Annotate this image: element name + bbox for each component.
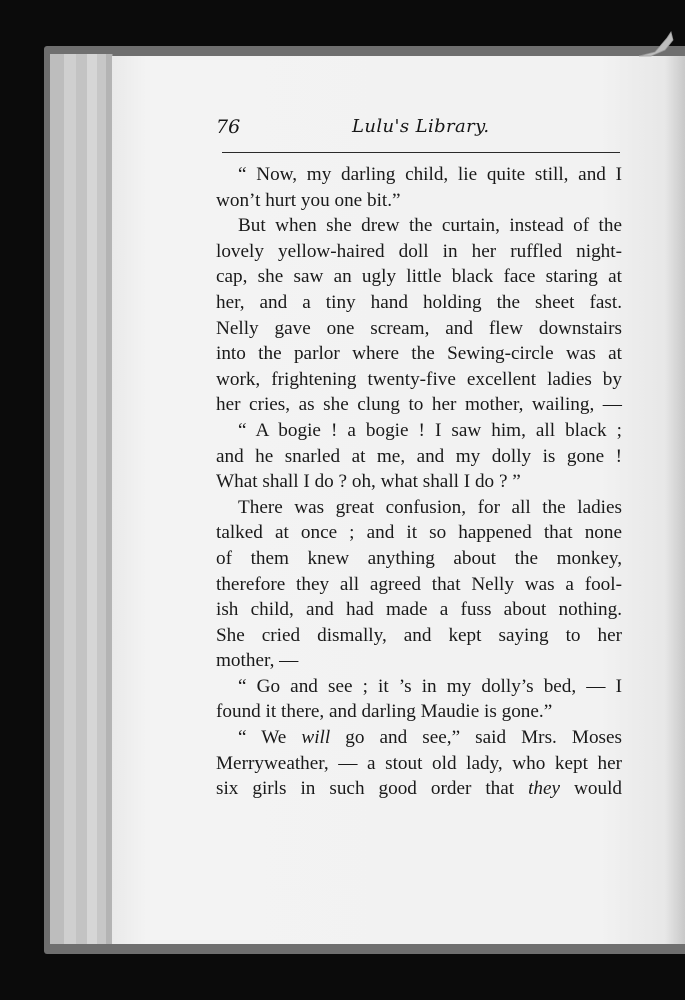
- italic-word: will: [301, 727, 331, 749]
- text-line: “ A bogie ! a bogie ! I saw him, all black ;: [238, 419, 622, 441]
- text-line: ish child, and had made a fuss about nothing.: [216, 599, 622, 621]
- running-header: [216, 116, 620, 146]
- text-line: work, frightening twenty-five excellent ladies by: [216, 368, 622, 390]
- text-line: her, and a tiny hand holding the sheet fast.: [216, 291, 622, 313]
- page-corner-tear-icon: [637, 30, 677, 58]
- text-run: would: [560, 778, 623, 800]
- text-line: What shall I do ? oh, what shall I do ? ”: [216, 471, 521, 493]
- text-line: Merryweather, — a stout old lady, who kept her: [216, 752, 622, 774]
- page-number: 76: [216, 116, 241, 138]
- text-run: “ We: [238, 727, 302, 749]
- text-line: and he snarled at me, and my dolly is gone !: [216, 445, 622, 467]
- text-line: Nelly gave one scream, and flew downstairs: [216, 317, 622, 339]
- page-gutter-shadow: [665, 56, 685, 944]
- page-body-text: [216, 162, 622, 802]
- text-line: But when she drew the curtain, instead of the: [238, 215, 622, 237]
- text-line: therefore they all agreed that Nelly was a fool-: [216, 573, 622, 595]
- text-run: six girls in such good order that: [216, 778, 529, 800]
- text-line: [216, 776, 622, 802]
- text-line: “ Go and see ; it ’s in my dolly’s bed, — I: [238, 675, 622, 697]
- italic-word: they: [528, 778, 561, 800]
- text-line: [216, 725, 622, 751]
- page-edge: [50, 54, 65, 944]
- text-line: mother, —: [216, 650, 299, 672]
- text-line: won’t hurt you one bit.”: [216, 189, 401, 211]
- text-line: She cried dismally, and kept saying to her: [216, 624, 622, 646]
- text-line: found it there, and darling Maudie is gone.”: [216, 701, 553, 723]
- text-line: cap, she saw an ugly little black face staring at: [216, 266, 622, 288]
- header-rule: [222, 152, 620, 153]
- running-title: Lulu's Library.: [352, 116, 490, 137]
- text-line: “ Now, my darling child, lie quite still, and I: [238, 164, 622, 185]
- text-line: There was great confusion, for all the ladies: [238, 496, 622, 518]
- text-line: lovely yellow-haired doll in her ruffled night-: [216, 240, 622, 262]
- text-line: of them knew anything about the monkey,: [216, 547, 622, 569]
- text-line: talked at once ; and it so happened that none: [216, 522, 622, 544]
- text-line: her cries, as she clung to her mother, wailing, —: [216, 394, 622, 416]
- text-line: into the parlor where the Sewing-circle was at: [216, 343, 622, 365]
- text-run: go and see,” said Mrs. Moses: [330, 727, 622, 749]
